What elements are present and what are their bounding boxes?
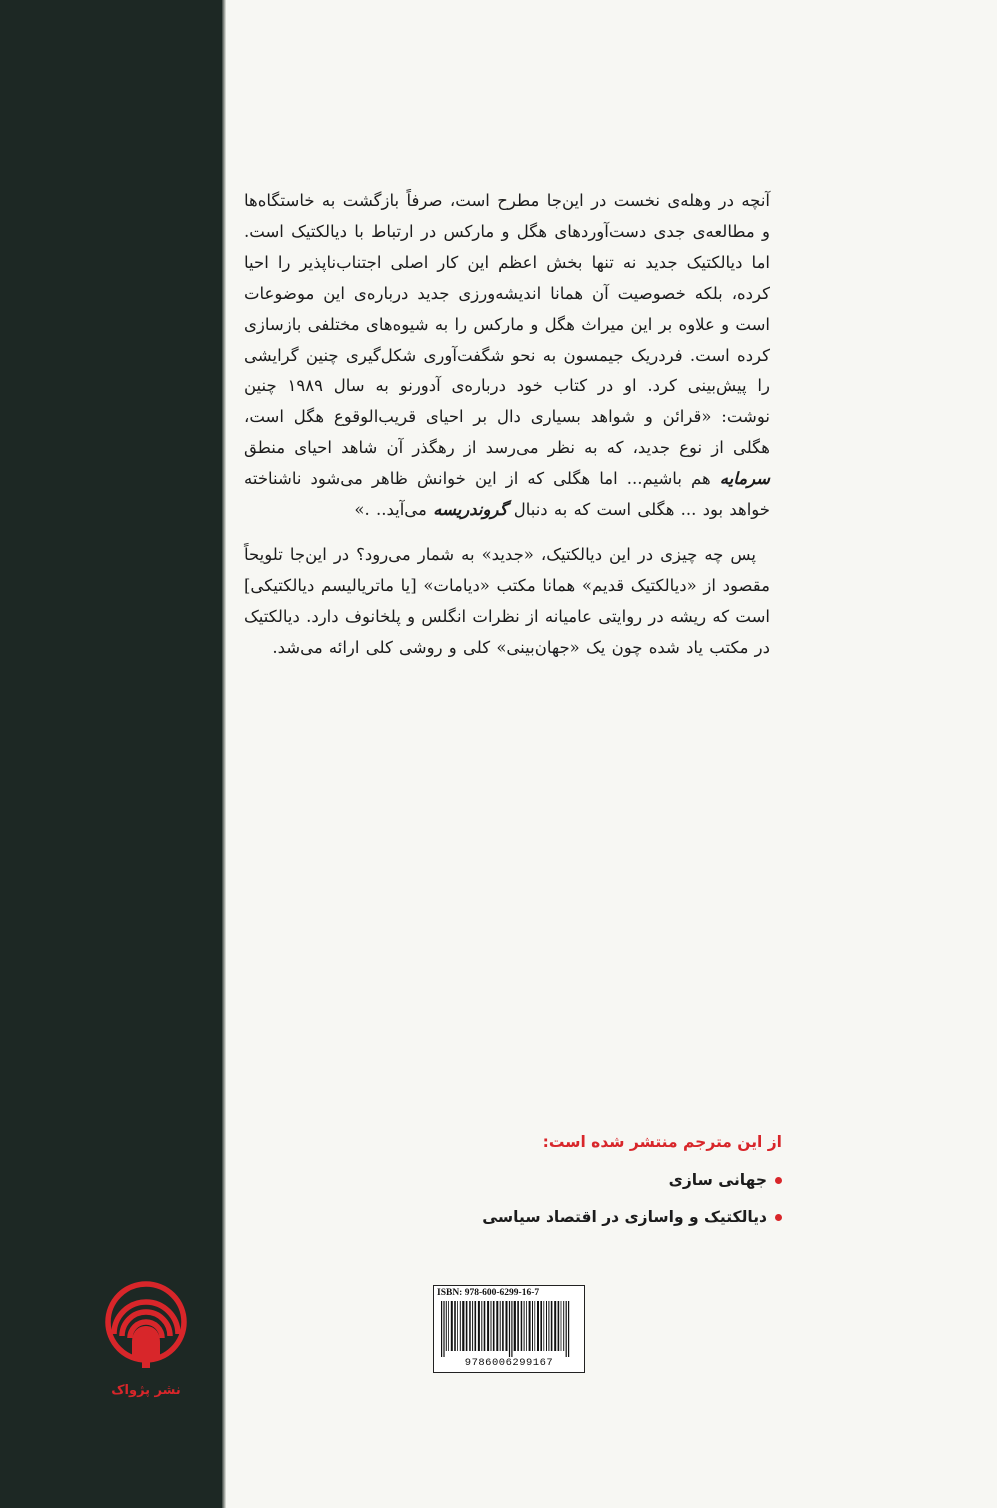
barcode-bar: [462, 1301, 464, 1351]
publisher-logo-icon: [104, 1280, 188, 1376]
barcode-bar: [496, 1301, 498, 1351]
barcode-bar: [554, 1301, 556, 1351]
barcode-bar: [466, 1301, 468, 1351]
book-title-grundrisse: گروندریسه: [433, 500, 508, 520]
barcode-bar: [546, 1301, 547, 1351]
barcode-bar: [448, 1301, 449, 1351]
barcode-guard-bar: [511, 1301, 512, 1357]
bullet-icon: [775, 1214, 782, 1221]
bullet-icon: [775, 1177, 782, 1184]
isbn-barcode: [433, 1285, 585, 1373]
barcode-bar: [472, 1301, 473, 1351]
barcode-bar: [469, 1301, 471, 1351]
back-cover-blurb: [244, 186, 770, 664]
barcode-guard-bar: [509, 1301, 510, 1357]
translator-books-heading: از این مترجم منتشر شده است:: [542, 1133, 782, 1151]
translator-books-list: [420, 1171, 782, 1226]
barcode-bar: [514, 1301, 516, 1351]
barcode-bar: [524, 1301, 525, 1351]
barcode-bar: [451, 1301, 453, 1351]
barcode-bar: [460, 1301, 461, 1351]
barcode-bar: [454, 1301, 456, 1351]
barcode-bar: [457, 1301, 458, 1351]
barcode-bar: [563, 1301, 564, 1351]
barcode-bar: [548, 1301, 549, 1351]
barcode-bar: [526, 1301, 527, 1351]
blurb-paragraph-1: [244, 186, 770, 526]
book-title: دیالکتیک و واسازی در اقتصاد سیاسی: [482, 1208, 767, 1226]
barcode-bars: [439, 1301, 579, 1357]
barcode-bar: [561, 1301, 562, 1351]
barcode-guard-bar: [566, 1301, 567, 1357]
barcode-guard-bar: [568, 1301, 569, 1357]
barcode-bar: [540, 1301, 542, 1351]
blurb-text: هم باشیم... اما هگلی که از این خوانش ظاهر می‌شود ناشناخته خواهد بود ... هگلی است که به دنبال: [244, 469, 770, 520]
barcode-bar: [551, 1301, 553, 1351]
barcode-bar: [506, 1301, 508, 1351]
book-title-capital: سرمایه: [719, 469, 770, 489]
isbn-label: ISBN: 978-600-6299-16-7: [437, 1288, 540, 1298]
barcode-bar: [475, 1301, 477, 1351]
barcode-bar: [529, 1301, 531, 1351]
blurb-text: آنچه در وهله‌ی نخست در این‌جا مطرح است، صرفاً بازگشت به خاستگاه‌ها و مطالعه‌ی جدی دست‌آوردهای هگل و مارکس در ارتباط با دیالکتیک است. اما دیالکتیک جدید نه تنها بخش اعظم این کار اصلی اجتناب‌ناپذیر را احیا کرده، بلکه خصوصیت آن همانا اندیشه‌ورزی جدید درباره‌ی این موضوعات است و علاوه بر این میراث هگل و مارکس را به شیوه‌های مختلفی بازسازی کرده است. فردریک جیمسون به نحو شگفت‌آوری شکل‌گیری چنین گرایشی را پیش‌بینی کرد. او در کتاب خود درباره‌ی آدورنو به سال ۱۹۸۹ چنین نوشت: «قرائن و شواهد بسیاری دال بر احیای قریب‌الوقوع هگل است، هگلی از نوع جدید، که به نظر می‌رسد از رهگذر آن شاهد احیای منطق: [244, 191, 770, 458]
blurb-text: می‌آید.. .»: [354, 500, 427, 520]
barcode-bar: [517, 1301, 519, 1351]
barcode-bar: [521, 1301, 523, 1351]
list-item: [420, 1208, 782, 1226]
spine-edge: [222, 0, 226, 1508]
barcode-bar: [500, 1301, 501, 1351]
barcode-bar: [446, 1301, 447, 1351]
list-item: [420, 1171, 782, 1189]
blurb-paragraph-2: پس چه چیزی در این دیالکتیک، «جدید» به شمار می‌رود؟ در این‌جا تلویحاً مقصود از «دیالکتیک قدیم» همانا مکتب «دیامات» [یا ماتریالیسم دیالکتیکی] است که ریشه در روایتی عامیانه از نظرات انگلس و پلخانوف دارد. دیالکتیک در مکتب یاد شده چون یک «جهان‌بینی» کلی و روشی کلی ارائه می‌شد.: [244, 544, 770, 657]
barcode-guard-bar: [441, 1301, 442, 1357]
barcode-bar: [491, 1301, 492, 1351]
translator-books-section: [420, 1133, 782, 1245]
barcode-bar: [484, 1301, 486, 1351]
barcode-bar: [502, 1301, 504, 1351]
barcode-bar: [532, 1301, 533, 1351]
barcode-guard-bar: [443, 1301, 444, 1357]
barcode-bar: [543, 1301, 544, 1351]
barcode-bar: [534, 1301, 535, 1351]
barcode-bar: [493, 1301, 495, 1351]
barcode-bar: [478, 1301, 480, 1351]
publisher-name: نشر پژواک: [111, 1383, 181, 1398]
barcode-bar: [558, 1301, 560, 1351]
barcode-bar: [537, 1301, 539, 1351]
barcode-digits: 9786006299167: [464, 1357, 554, 1369]
barcode-bar: [481, 1301, 482, 1351]
barcode-bar: [487, 1301, 489, 1351]
book-title: جهانی سازی: [668, 1171, 767, 1189]
